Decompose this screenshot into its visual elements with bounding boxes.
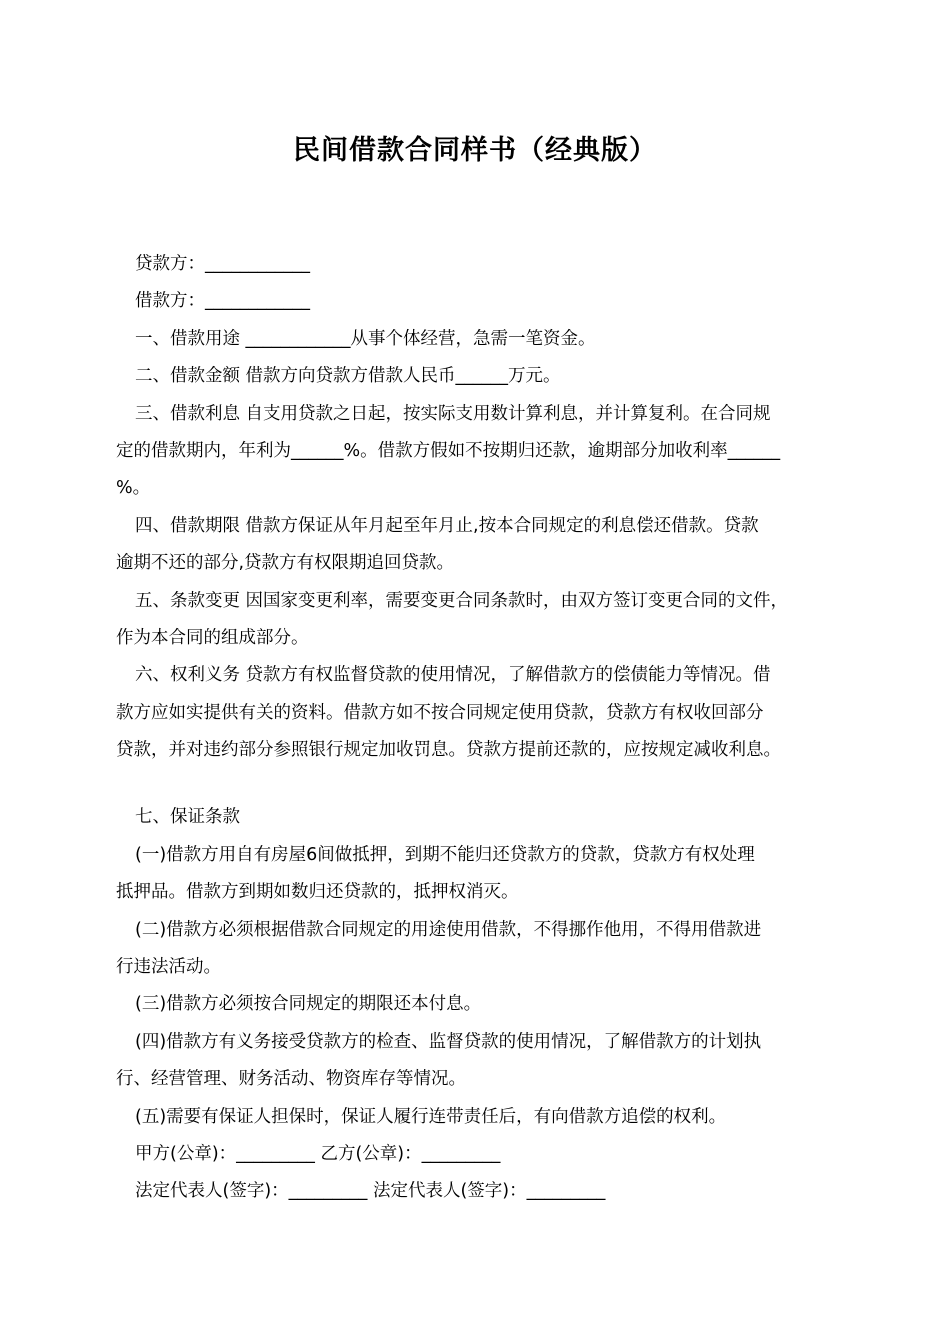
clause-change-line-1: 五、条款变更 因国家变更利率，需要变更合同条款时，由双方签订变更合同的文件， bbox=[135, 590, 789, 611]
guarantee-item-1-line-2: 抵押品。借款方到期如数归还贷款的，抵押权消灭。 bbox=[116, 882, 519, 903]
clause-interest-line-2: 定的借款期内，年利为______%。借款方假如不按期归还款，逾期部分加收利率______ bbox=[116, 440, 781, 461]
guarantee-item-4-line-1: (四)借款方有义务接受贷款方的检查、监督贷款的使用情况，了解借款方的计划执 bbox=[135, 1031, 762, 1052]
clause-amount: 二、借款金额 借款方向贷款方借款人民币______万元。 bbox=[135, 366, 561, 387]
legal-representative-signature-line: 法定代表人(签字)：_________ 法定代表人(签字)：_________ bbox=[135, 1181, 606, 1202]
clause-term-line-1: 四、借款期限 借款方保证从年月起至年月止,按本合同规定的利息偿还借款。贷款 bbox=[135, 515, 759, 536]
clause-change-line-2: 作为本合同的组成部分。 bbox=[116, 627, 309, 648]
clause-guarantee-heading: 七、保证条款 bbox=[135, 807, 240, 828]
section-gap bbox=[116, 769, 836, 799]
party-seal-line: 甲方(公章)：_________ 乙方(公章)：_________ bbox=[135, 1143, 501, 1164]
guarantee-item-1-line-1: (一)借款方用自有房屋6间做抵押，到期不能归还贷款方的贷款，贷款方有权处理 bbox=[135, 844, 755, 865]
clause-rights-line-2: 款方应如实提供有关的资料。借款方如不按合同规定使用贷款，贷款方有权收回部分 bbox=[116, 702, 764, 723]
clause-interest-line-3: %。 bbox=[116, 478, 151, 499]
clause-rights-line-3: 贷款，并对违约部分参照银行规定加收罚息。贷款方提前还款的，应按规定减收利息。 bbox=[116, 740, 781, 761]
clause-term-line-2: 逾期不还的部分,贷款方有权限期追回贷款。 bbox=[116, 553, 455, 574]
guarantee-item-2-line-1: (二)借款方必须根据借款合同规定的用途使用借款，不得挪作他用，不得用借款进 bbox=[135, 919, 762, 940]
clause-rights-line-1: 六、权利义务 贷款方有权监督贷款的使用情况，了解借款方的偿债能力等情况。借 bbox=[135, 665, 771, 686]
document-body bbox=[116, 246, 836, 1211]
guarantee-item-4-line-2: 行、经营管理、财务活动、物资库存等情况。 bbox=[116, 1069, 466, 1090]
clause-interest-line-1: 三、借款利息 自支用贷款之日起，按实际支用数计算利息，并计算复利。在合同规 bbox=[135, 403, 771, 424]
guarantee-item-5: (五)需要有保证人担保时，保证人履行连带责任后，有向借款方追偿的权利。 bbox=[135, 1106, 727, 1127]
guarantee-item-3: (三)借款方必须按合同规定的期限还本付息。 bbox=[135, 994, 482, 1015]
document-title: 民间借款合同样书（经典版） bbox=[293, 135, 657, 166]
lender-line: 贷款方：____________ bbox=[135, 254, 310, 274]
borrower-line: 借款方：____________ bbox=[135, 291, 310, 312]
guarantee-item-2-line-2: 行违法活动。 bbox=[116, 957, 221, 978]
clause-purpose: 一、借款用途 ____________从事个体经营，急需一笔资金。 bbox=[135, 328, 596, 349]
